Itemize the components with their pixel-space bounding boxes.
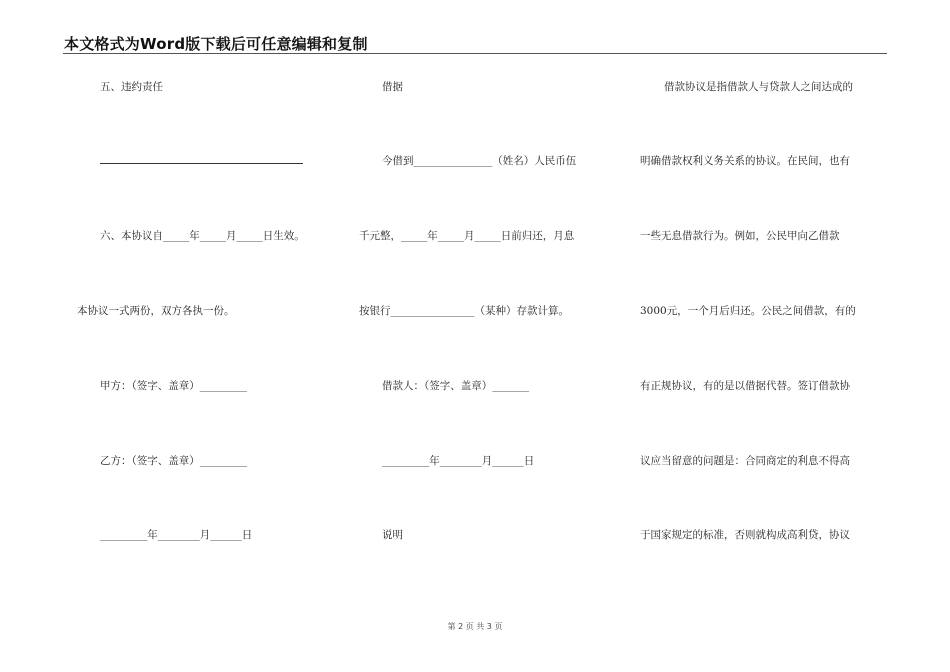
col3-line-5: 有正规协议，有的是以借据代替。签订借款协 <box>640 380 850 392</box>
col3-line-2: 明确借款权利义务关系的协议。在民间，也有 <box>640 155 850 167</box>
col1-blank-line <box>100 163 303 164</box>
col2-line-1: 借据 <box>382 81 403 93</box>
col1-line-5: 甲方：（签字、盖章）_________ <box>100 380 247 392</box>
col2-line-6: _________年________月______日 <box>382 455 535 467</box>
col1-line-1: 五、违约责任 <box>100 81 163 93</box>
col1-line-4: 本协议一式两份，双方各执一份。 <box>77 305 235 317</box>
document-header-title: 本文格式为Word版下载后可任意编辑和复制 <box>64 35 368 53</box>
col2-line-3: 千元整，_____年_____月_____日前归还，月息 <box>359 230 575 242</box>
page-number-footer: 第 2 页 共 3 页 <box>447 622 503 631</box>
col3-line-7: 于国家规定的标准，否则就构成高利贷，协议 <box>640 529 850 541</box>
col2-line-5: 借款人：（签字、盖章）_______ <box>382 380 529 392</box>
col1-line-6: 乙方：（签字、盖章）_________ <box>100 455 247 467</box>
col3-line-6: 议应当留意的问题是：合同商定的利息不得高 <box>640 455 850 467</box>
col3-line-1: 借款协议是指借款人与贷款人之间达成的 <box>664 81 853 93</box>
col2-line-2: 今借到_______________（姓名）人民币伍 <box>382 155 577 167</box>
col2-line-4: 按银行________________（某种）存款计算。 <box>359 305 569 317</box>
header-divider <box>63 53 887 54</box>
col2-line-7: 说明 <box>382 529 403 541</box>
col1-line-7: _________年________月______日 <box>100 529 253 541</box>
col3-line-3: 一些无息借款行为。例如，公民甲向乙借款 <box>640 230 840 242</box>
col1-line-3: 六、本协议自_____年_____月_____日生效。 <box>100 230 305 242</box>
col3-line-4: 3000元，一个月后归还。公民之间借款，有的 <box>640 305 856 317</box>
